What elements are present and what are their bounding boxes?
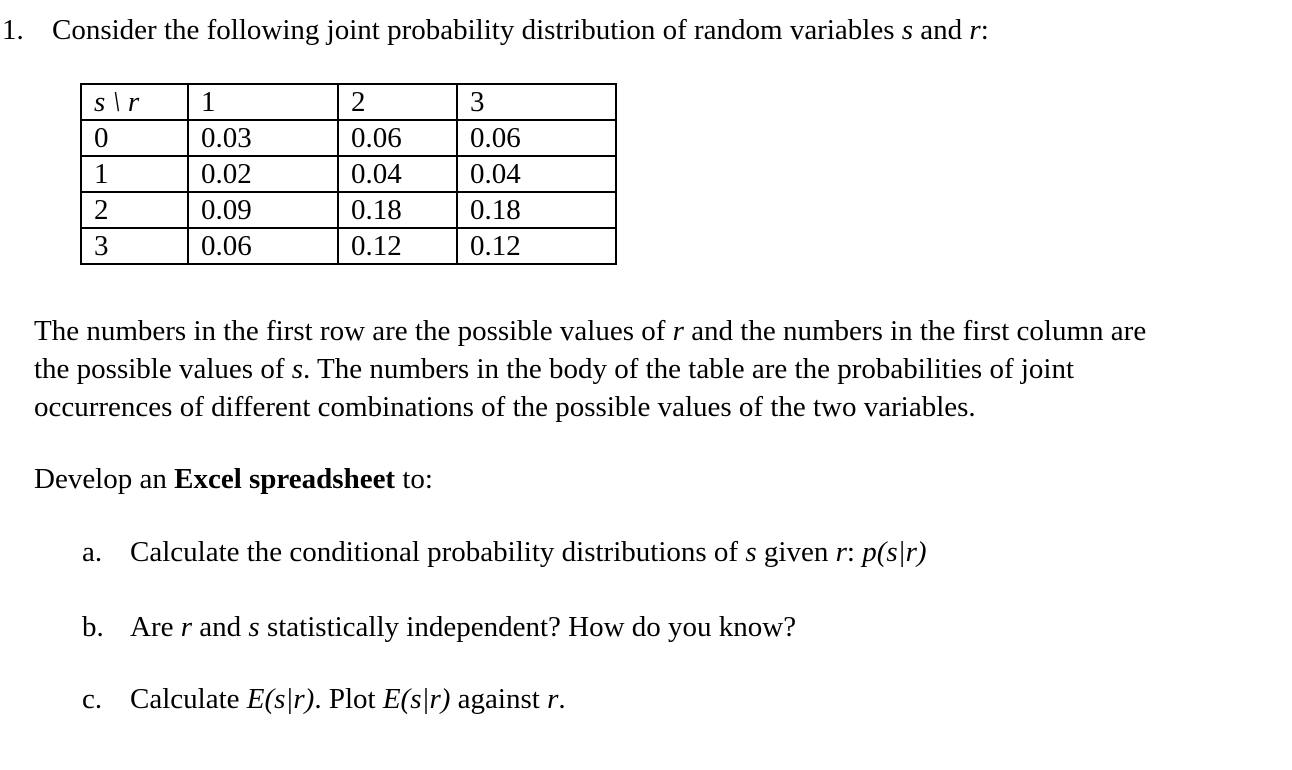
column-header-r1: 1 [188,84,338,120]
item-text: Calculate E(s|r). Plot E(s|r) against r. [130,683,566,715]
develop-instruction: Develop an Excel spreadsheet to: [34,463,433,495]
row-header-s2: 2 [81,192,188,228]
table-cell: 0.12 [457,228,616,264]
colon: : [980,14,989,46]
var-r: r [672,315,684,347]
table-row [81,192,616,228]
column-header-r3: 3 [457,84,616,120]
var-s: s [291,353,304,385]
question-number: 1. [2,14,24,46]
table-cell: 0.02 [188,156,338,192]
intro-text: Consider the following joint probability distribution of random variables [52,14,902,46]
item-label: b. [82,611,104,643]
table-cell: 0.18 [338,192,457,228]
table-row [81,156,616,192]
item-text: Are r and s statistically independent? How do you know? [130,611,797,643]
joint-probability-table [80,83,617,265]
var-r: r [969,14,981,46]
table-cell: 0.06 [188,228,338,264]
item-text: Calculate the conditional probability distributions of s given r: p(s|r) [130,536,927,568]
table-header-row [81,84,616,120]
and-word: and [913,14,970,46]
item-label: a. [82,536,103,568]
row-header-s3: 3 [81,228,188,264]
table-cell: 0.06 [457,120,616,156]
table-cell: 0.09 [188,192,338,228]
question-intro [52,13,989,47]
expectation-formula: E(s|r) [382,683,451,715]
excel-spreadsheet-emphasis: Excel spreadsheet [174,463,396,495]
item-label: c. [82,683,103,715]
row-header-s0: 0 [81,120,188,156]
column-header-r2: 2 [338,84,457,120]
conditional-probability-formula: p(s|r) [862,536,927,568]
expectation-formula: E(s|r) [246,683,315,715]
var-s: s [901,14,914,46]
paragraph-line-1: The numbers in the first row are the possible values of r and the numbers in the first column are [34,315,1147,347]
row-header-s1: 1 [81,156,188,192]
table-cell: 0.04 [338,156,457,192]
table-cell: 0.06 [338,120,457,156]
table-cell: 0.12 [338,228,457,264]
header-corner: s \ r [81,84,188,120]
table-cell: 0.03 [188,120,338,156]
table-row [81,228,616,264]
table-cell: 0.04 [457,156,616,192]
paragraph-line-2: the possible values of s. The numbers in the body of the table are the probabilities of joint [34,353,1075,385]
table-cell: 0.18 [457,192,616,228]
table-row [81,120,616,156]
paragraph-line-3: occurrences of different combinations of the possible values of the two variables. [34,391,976,423]
